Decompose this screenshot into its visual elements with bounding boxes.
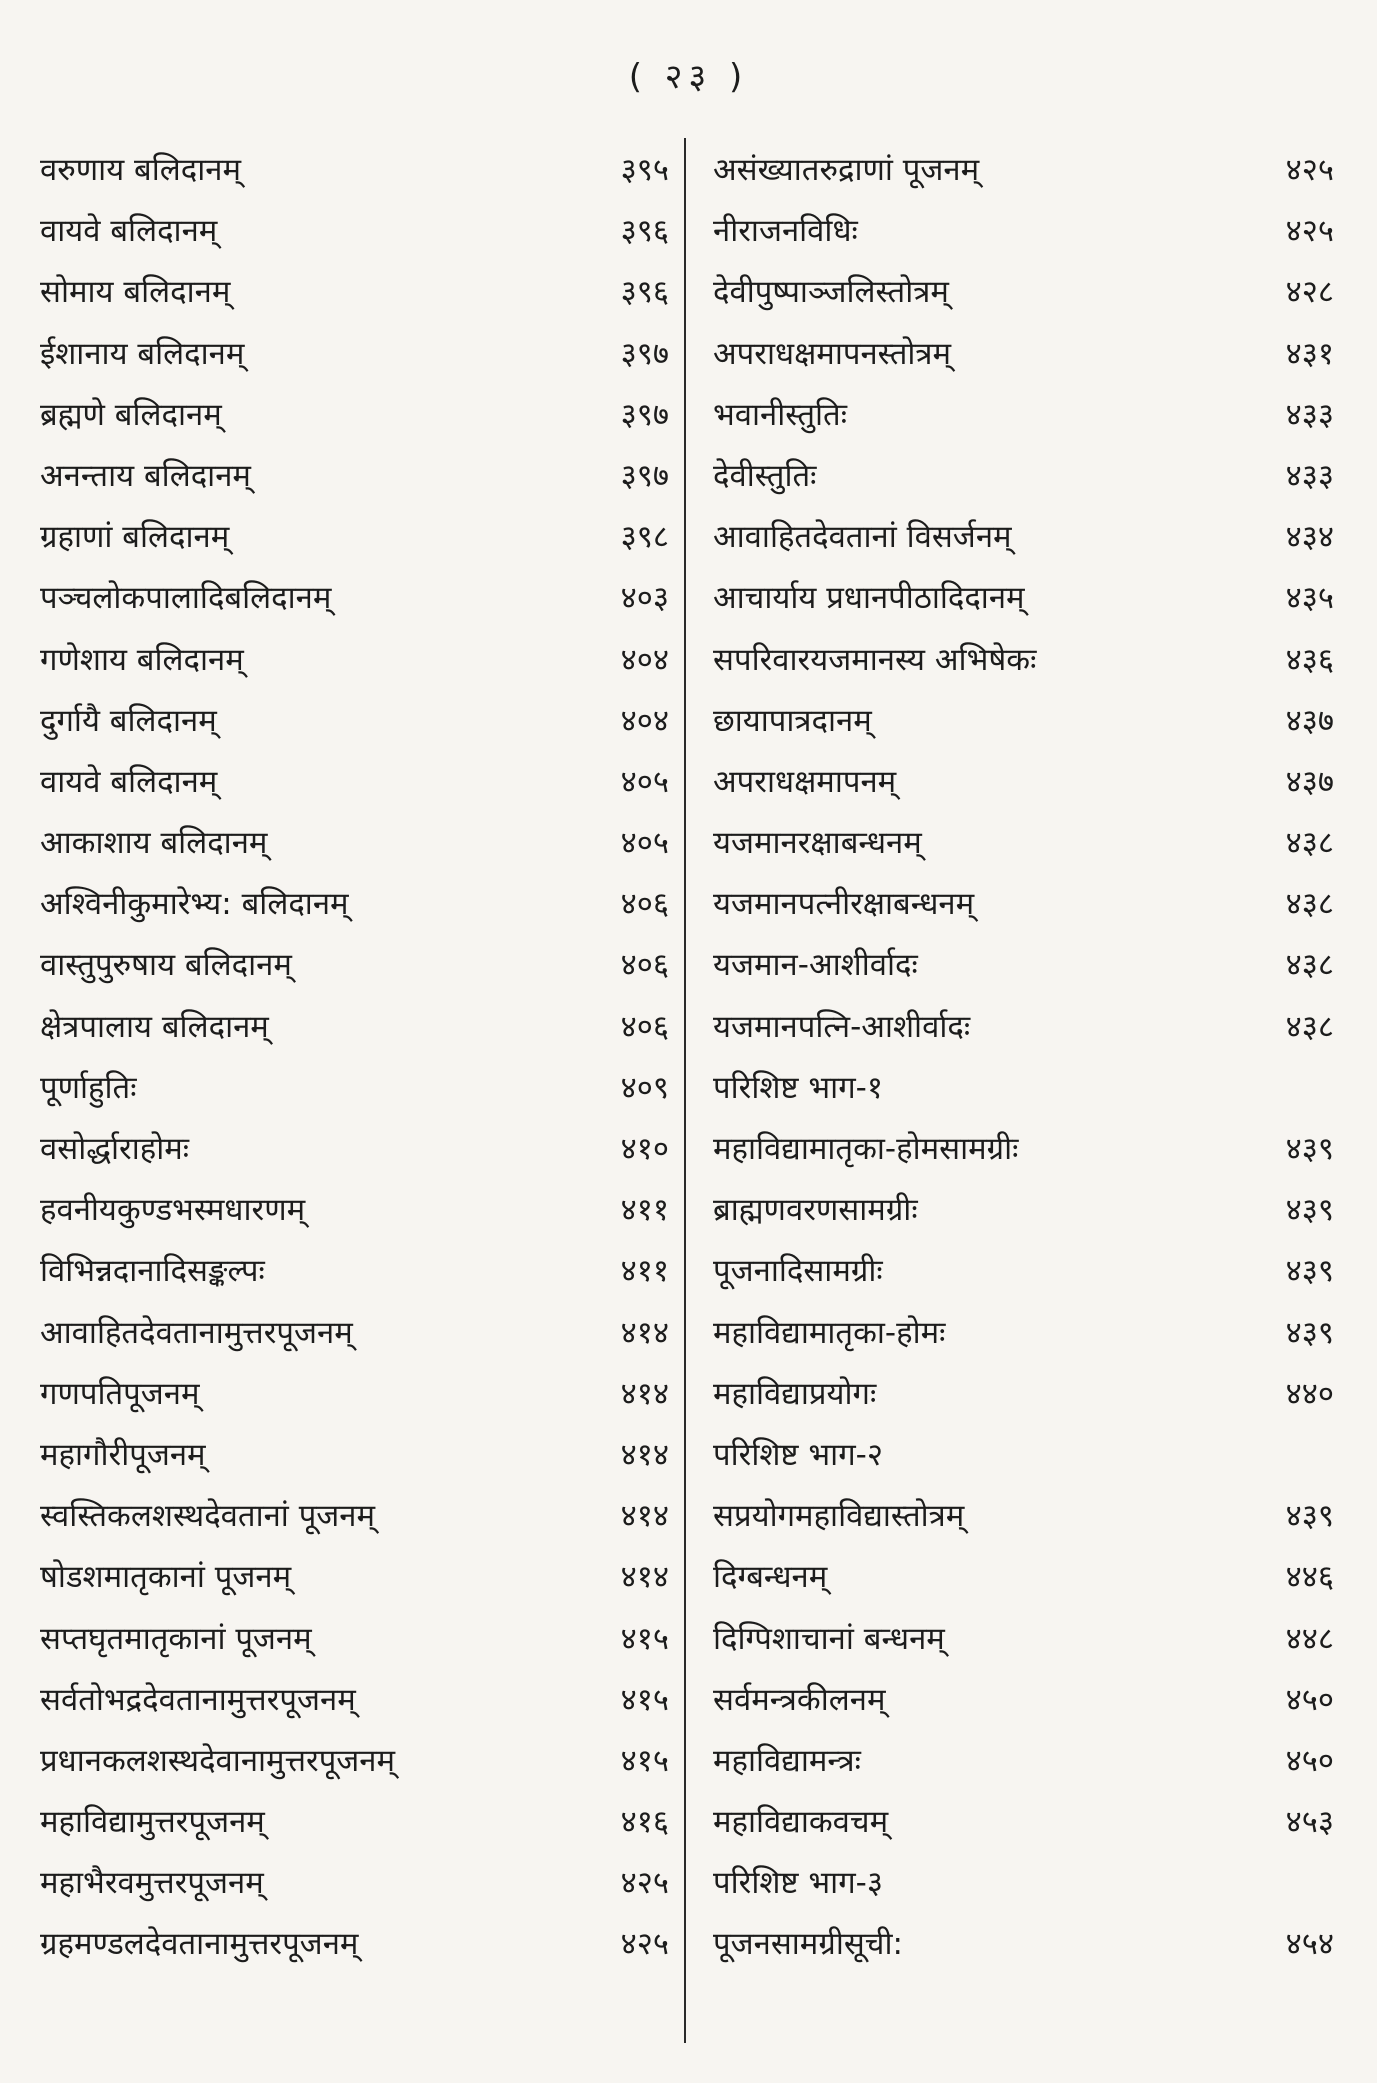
entry-title: परिशिष्ट भाग-३	[713, 1865, 883, 1902]
contents-entry	[707, 568, 1334, 629]
entry-page-number: ४१४	[620, 1314, 669, 1351]
entry-title: सपरिवारयजमानस्य अभिषेकः	[713, 641, 1037, 678]
entry-page-number: ४३९	[1285, 1131, 1334, 1167]
entry-title: अनन्ताय बलिदानम्	[40, 457, 251, 494]
entry-page-number: ४३१	[1285, 335, 1334, 372]
entry-title: असंख्यातरुद्राणां पूजनम्	[713, 152, 980, 188]
entry-page-number: ४१४	[620, 1498, 669, 1535]
entry-page-number: ४०५	[620, 825, 669, 862]
entry-page-number: ४४८	[1285, 1620, 1334, 1657]
contents-entry	[707, 1364, 1334, 1425]
entry-page-number: ३९७	[620, 335, 669, 372]
entry-title: सप्तघृतमातृकानां पूजनम्	[40, 1620, 312, 1657]
contents-entry	[707, 752, 1334, 813]
entry-page-number: ४१५	[620, 1620, 669, 1657]
contents-entry	[707, 262, 1334, 323]
entry-page-number: ४०४	[620, 641, 669, 678]
entry-page-number: ४३७	[1285, 702, 1334, 739]
entry-page-number: ४३८	[1285, 947, 1334, 984]
entry-page-number: ४११	[620, 1192, 669, 1229]
entry-title: महागौरीपूजनम्	[40, 1436, 206, 1473]
contents-entry	[707, 201, 1334, 262]
entry-page-number: ४०६	[620, 886, 669, 923]
entry-title: पूर्णाहुतिः	[40, 1069, 137, 1106]
entry-title: महाविद्याप्रयोगः	[713, 1375, 877, 1412]
contents-entry	[34, 1058, 669, 1119]
contents-entry	[707, 1914, 1334, 1975]
entry-page-number: ४५४	[1285, 1926, 1334, 1963]
entry-title: अश्विनीकुमारेभ्य: बलिदानम्	[40, 886, 349, 923]
entry-page-number: ३९८	[620, 519, 669, 556]
contents-entry	[34, 752, 669, 813]
entry-title: सप्रयोगमहाविद्यास्तोत्रम्	[713, 1498, 965, 1535]
entry-page-number: ३९७	[620, 457, 669, 494]
contents-entry	[34, 1486, 669, 1547]
entry-title: यजमानपत्नि-आशीर्वादः	[713, 1008, 971, 1045]
contents-entry	[34, 1609, 669, 1670]
contents-entry	[707, 691, 1334, 752]
entry-title: प्रधानकलशस्थदेवानामुत्तरपूजनम्	[40, 1742, 396, 1779]
contents-entry	[34, 1364, 669, 1425]
entry-page-number: ३९६	[620, 213, 669, 250]
contents-entry	[707, 324, 1334, 385]
contents-entry	[707, 997, 1334, 1058]
contents-columns	[34, 140, 1334, 2040]
entry-page-number: ३९५	[620, 152, 669, 188]
entry-page-number: ४०९	[620, 1069, 669, 1106]
entry-title: विभिन्नदानादिसङ्कल्पः	[40, 1253, 265, 1290]
contents-entry	[34, 324, 669, 385]
entry-title: आचार्याय प्रधानपीठादिदानम्	[713, 580, 1025, 617]
entry-title: वसोर्द्धाराहोमः	[40, 1131, 190, 1167]
entry-page-number: ४३८	[1285, 825, 1334, 862]
entry-page-number: ४२५	[1285, 152, 1334, 188]
contents-entry	[707, 385, 1334, 446]
entry-title: स्वस्तिकलशस्थदेवतानां पूजनम्	[40, 1498, 376, 1535]
entry-title: दिग्बन्धनम्	[713, 1559, 828, 1596]
entry-title: यजमानपत्नीरक्षाबन्धनम्	[713, 886, 975, 923]
contents-entry	[707, 1180, 1334, 1241]
contents-entry	[707, 1670, 1334, 1731]
entry-title: महाविद्याकवचम्	[713, 1804, 889, 1841]
entry-page-number: ३९७	[620, 396, 669, 433]
contents-entry	[34, 201, 669, 262]
contents-entry	[34, 568, 669, 629]
entry-page-number: ४११	[620, 1253, 669, 1290]
entry-page-number: ४३९	[1285, 1192, 1334, 1229]
right-column	[707, 140, 1334, 2040]
contents-entry	[34, 446, 669, 507]
entry-page-number: ४२५	[620, 1865, 669, 1902]
entry-title: ग्रहाणां बलिदानम्	[40, 519, 230, 556]
contents-entry	[34, 997, 669, 1058]
entry-title: ग्रहमण्डलदेवतानामुत्तरपूजनम्	[40, 1926, 359, 1963]
contents-entry	[34, 1547, 669, 1608]
contents-entry	[707, 1241, 1334, 1302]
entry-page-number: ४१४	[620, 1436, 669, 1473]
contents-entry	[707, 1486, 1334, 1547]
contents-entry	[34, 1180, 669, 1241]
contents-entry	[707, 446, 1334, 507]
entry-title: आवाहितदेवतानां विसर्जनम्	[713, 519, 1012, 556]
contents-entry	[707, 630, 1334, 691]
entry-title: महाविद्यामातृका-होमसामग्रीः	[713, 1131, 1019, 1167]
entry-page-number: ४३३	[1285, 457, 1334, 494]
entry-title: महाविद्यामुत्तरपूजनम्	[40, 1804, 265, 1841]
entry-page-number: ४२५	[1285, 213, 1334, 250]
entry-page-number: ४०६	[620, 1008, 669, 1045]
entry-title: सोमाय बलिदानम्	[40, 274, 231, 311]
entry-page-number: ४१६	[620, 1804, 669, 1841]
contents-entry	[34, 935, 669, 996]
contents-entry	[707, 874, 1334, 935]
entry-title: भवानीस्तुतिः	[713, 396, 847, 433]
contents-entry	[707, 1792, 1334, 1853]
entry-page-number: ४३४	[1285, 519, 1334, 556]
contents-entry	[34, 691, 669, 752]
entry-page-number: ४१५	[620, 1742, 669, 1779]
contents-entry	[707, 1731, 1334, 1792]
entry-page-number: ४३९	[1285, 1314, 1334, 1351]
entry-title: हवनीयकुण्डभस्मधारणम्	[40, 1192, 306, 1229]
entry-page-number: ४१०	[620, 1131, 669, 1167]
entry-title: दिग्पिशाचानां बन्धनम्	[713, 1620, 945, 1657]
contents-entry	[34, 1425, 669, 1486]
entry-title: ब्रह्मणे बलिदानम्	[40, 396, 222, 433]
entry-page-number: ४५३	[1285, 1804, 1334, 1841]
entry-title: परिशिष्ट भाग-१	[713, 1069, 883, 1106]
contents-entry	[34, 1670, 669, 1731]
page-number: ( २३ )	[628, 57, 749, 97]
left-column	[34, 140, 669, 2040]
entry-title: यजमान-आशीर्वादः	[713, 947, 918, 984]
entry-page-number: ४३९	[1285, 1253, 1334, 1290]
entry-title: आवाहितदेवतानामुत्तरपूजनम्	[40, 1314, 353, 1351]
entry-title: आकाशाय बलिदानम्	[40, 825, 268, 862]
entry-title: सर्वमन्त्रकीलनम्	[713, 1681, 886, 1718]
entry-title: छायापात्रदानम्	[713, 702, 872, 739]
entry-title: पूजनादिसामग्रीः	[713, 1253, 883, 1290]
entry-title: वायवे बलिदानम्	[40, 213, 218, 250]
section-heading-row	[707, 1058, 1334, 1119]
contents-entry	[707, 935, 1334, 996]
contents-entry	[34, 1303, 669, 1364]
contents-entry	[707, 813, 1334, 874]
contents-entry	[707, 140, 1334, 201]
contents-entry	[34, 1731, 669, 1792]
entry-page-number: ४०६	[620, 947, 669, 984]
entry-page-number: ४३६	[1285, 641, 1334, 678]
entry-page-number: ४१४	[620, 1375, 669, 1412]
entry-page-number: ४३८	[1285, 1008, 1334, 1045]
section-heading-row	[707, 1853, 1334, 1914]
entry-page-number: ४४०	[1285, 1375, 1334, 1412]
contents-entry	[707, 1303, 1334, 1364]
entry-page-number: ४५०	[1285, 1742, 1334, 1779]
entry-title: देवीपुष्पाञ्जलिस्तोत्रम्	[713, 274, 949, 311]
contents-entry	[34, 1241, 669, 1302]
entry-title: वायवे बलिदानम्	[40, 763, 218, 800]
entry-title: नीराजनविधिः	[713, 213, 858, 250]
entry-page-number: ४०५	[620, 763, 669, 800]
entry-title: षोडशमातृकानां पूजनम्	[40, 1559, 292, 1596]
entry-page-number: ४५०	[1285, 1681, 1334, 1718]
contents-entry	[34, 385, 669, 446]
entry-page-number: ४१४	[620, 1559, 669, 1596]
contents-entry	[34, 813, 669, 874]
entry-title: गणपतिपूजनम्	[40, 1375, 200, 1412]
entry-title: पञ्चलोकपालादिबलिदानम्	[40, 580, 332, 617]
contents-entry	[34, 874, 669, 935]
entry-title: देवीस्तुतिः	[713, 457, 817, 494]
entry-title: गणेशाय बलिदानम्	[40, 641, 244, 678]
contents-entry	[34, 262, 669, 323]
entry-title: महाविद्यामन्त्रः	[713, 1742, 861, 1779]
contents-entry	[34, 1792, 669, 1853]
entry-title: ब्राह्मणवरणसामग्रीः	[713, 1192, 918, 1229]
contents-entry	[34, 630, 669, 691]
entry-page-number: ४३३	[1285, 396, 1334, 433]
entry-page-number: ४१५	[620, 1681, 669, 1718]
contents-entry	[707, 1609, 1334, 1670]
contents-entry	[34, 507, 669, 568]
contents-entry	[34, 1914, 669, 1975]
entry-page-number: ४२८	[1285, 274, 1334, 311]
entry-page-number: ४२५	[620, 1926, 669, 1963]
section-heading-row	[707, 1425, 1334, 1486]
contents-entry	[707, 1547, 1334, 1608]
entry-title: यजमानरक्षाबन्धनम्	[713, 825, 922, 862]
entry-page-number: ४३७	[1285, 763, 1334, 800]
entry-title: ईशानाय बलिदानम्	[40, 335, 245, 372]
contents-entry	[707, 507, 1334, 568]
entry-title: वरुणाय बलिदानम्	[40, 152, 242, 188]
entry-title: दुर्गायै बलिदानम्	[40, 702, 217, 739]
entry-title: परिशिष्ट भाग-२	[713, 1436, 883, 1473]
entry-page-number: ४३८	[1285, 886, 1334, 923]
entry-page-number: ४४६	[1285, 1559, 1334, 1596]
contents-entry	[34, 1119, 669, 1180]
entry-page-number: ४०३	[620, 580, 669, 617]
entry-title: क्षेत्रपालाय बलिदानम्	[40, 1008, 269, 1045]
entry-title: पूजनसामग्रीसूची:	[713, 1926, 903, 1963]
entry-title: वास्तुपुरुषाय बलिदानम्	[40, 947, 292, 984]
entry-title: अपराधक्षमापनम्	[713, 763, 897, 800]
contents-entry	[34, 1853, 669, 1914]
entry-title: महाभैरवमुत्तरपूजनम्	[40, 1865, 264, 1902]
entry-title: अपराधक्षमापनस्तोत्रम्	[713, 335, 952, 372]
entry-page-number: ४०४	[620, 702, 669, 739]
contents-entry	[34, 140, 669, 201]
entry-title: महाविद्यामातृका-होमः	[713, 1314, 946, 1351]
entry-title: सर्वतोभद्रदेवतानामुत्तरपूजनम्	[40, 1681, 356, 1718]
entry-page-number: ४३५	[1285, 580, 1334, 617]
contents-entry	[707, 1119, 1334, 1180]
entry-page-number: ३९६	[620, 274, 669, 311]
entry-page-number: ४३९	[1285, 1498, 1334, 1535]
